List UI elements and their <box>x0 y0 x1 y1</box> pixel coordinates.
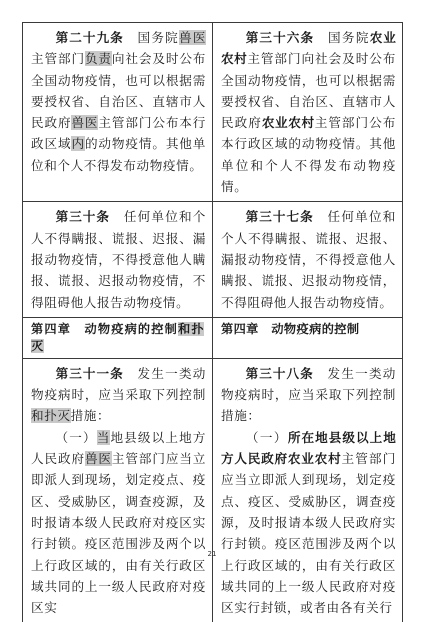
old-text-cell <box>23 358 213 622</box>
highlighted-text: 兽医 <box>179 30 207 45</box>
highlighted-text: 和扑灭 <box>31 321 204 353</box>
comparison-table <box>22 22 403 622</box>
article-number: 第三十六条 <box>245 30 315 45</box>
article-number: 第二十九条 <box>55 30 124 45</box>
highlighted-text: 当 <box>96 429 111 445</box>
text-run: 的动物疫情。其他单位和个人不得发布动物疫情。 <box>31 136 206 173</box>
highlighted-text: 负责 <box>84 51 112 67</box>
text-run: 国务院 <box>314 30 370 45</box>
chapter-title: 第四章 动物疫病的控制 <box>31 321 179 336</box>
text-run: 主管部门应当立即派人到现场，划定疫点、疫区、受威胁区，调查疫源，及时报请本级人民政府对疫区实行封锁。疫区范围涉及两个以上行政区域的，由有关行政区域共同的上一级人民政府对疫区实 <box>31 451 206 616</box>
page-number: 21 <box>207 550 217 558</box>
text-run: 主管部门公布本行政区域的动物疫情。其他单位和个人不得发布动物疫情。 <box>221 115 396 195</box>
text-run: 主管部门向社会及时公布全国动物疫情，也可以根据需要授权省、自治区、直辖市人民政府 <box>221 51 396 131</box>
chapter-title: 第四章 动物疫病的控制 <box>221 321 360 336</box>
text-run: 任何单位和个人不得瞒报、谎报、迟报、漏报动物疫情，不得授意他人瞒报、谎报、迟报动物疫情，不得阻碍他人报告动物疫情。 <box>31 209 207 310</box>
table-row <box>23 202 403 317</box>
text-run: 主管部门应当立即派人到现场，划定疫点、疫区、受威胁区，调查疫源，及时报请本级人民政府实行封锁。疫区范围涉及两个以上行政区域的，由有关行政区域共同的上一级人民政府对疫区实行封锁，或者由各有关行 <box>221 451 396 616</box>
text-run: 主管部门公布本行政区域 <box>31 115 206 152</box>
text-run: 国务院 <box>123 30 179 45</box>
highlighted-text: 兽医 <box>84 451 112 467</box>
new-text-cell <box>213 23 403 202</box>
highlighted-text: 兽医 <box>71 115 99 131</box>
article-number: 第三十七条 <box>245 209 314 225</box>
new-chapter-heading <box>213 317 403 358</box>
text-run: 地县级以上地方人民政府 <box>31 429 206 467</box>
new-text-cell <box>213 202 403 317</box>
article-number: 第三十一条 <box>55 365 124 381</box>
emphasized-text: 所在地县级以上地方人民政府 <box>221 429 396 467</box>
chapter-row <box>23 317 403 358</box>
table-row <box>23 23 403 202</box>
article-number: 第三十条 <box>55 209 111 225</box>
old-text-cell <box>23 202 213 317</box>
highlighted-text: 内 <box>71 136 85 152</box>
text-run: 发生一类动物疫病时，应当采取下列控制措施： <box>221 365 396 424</box>
text-run: 主管部门 <box>31 51 85 67</box>
text-run: （一） <box>245 429 288 445</box>
emphasized-text: 农业农村 <box>221 30 397 67</box>
highlighted-text: 和扑灭 <box>31 408 71 424</box>
text-run: 措施： <box>70 408 111 424</box>
text-run: 发生一类动物疫病时，应当采取下列控制 <box>31 365 206 403</box>
table-row <box>23 358 403 622</box>
text-run: 向社会及时公布全国动物疫情，也可以根据需要授权省、自治区、直辖市人民政府 <box>31 51 206 131</box>
old-chapter-heading <box>23 317 213 358</box>
emphasized-text: 农业农村 <box>261 115 315 131</box>
text-run: 任何单位和个人不得瞒报、谎报、迟报、漏报动物疫情，不得授意他人瞒报、谎报、迟报动物疫情，不得阻碍他人报告动物疫情。 <box>221 209 396 310</box>
article-number: 第三十八条 <box>245 365 314 381</box>
old-text-cell <box>23 23 213 202</box>
emphasized-text: 农业农村 <box>287 451 342 467</box>
new-text-cell <box>213 358 403 622</box>
text-run: （一） <box>55 429 97 445</box>
